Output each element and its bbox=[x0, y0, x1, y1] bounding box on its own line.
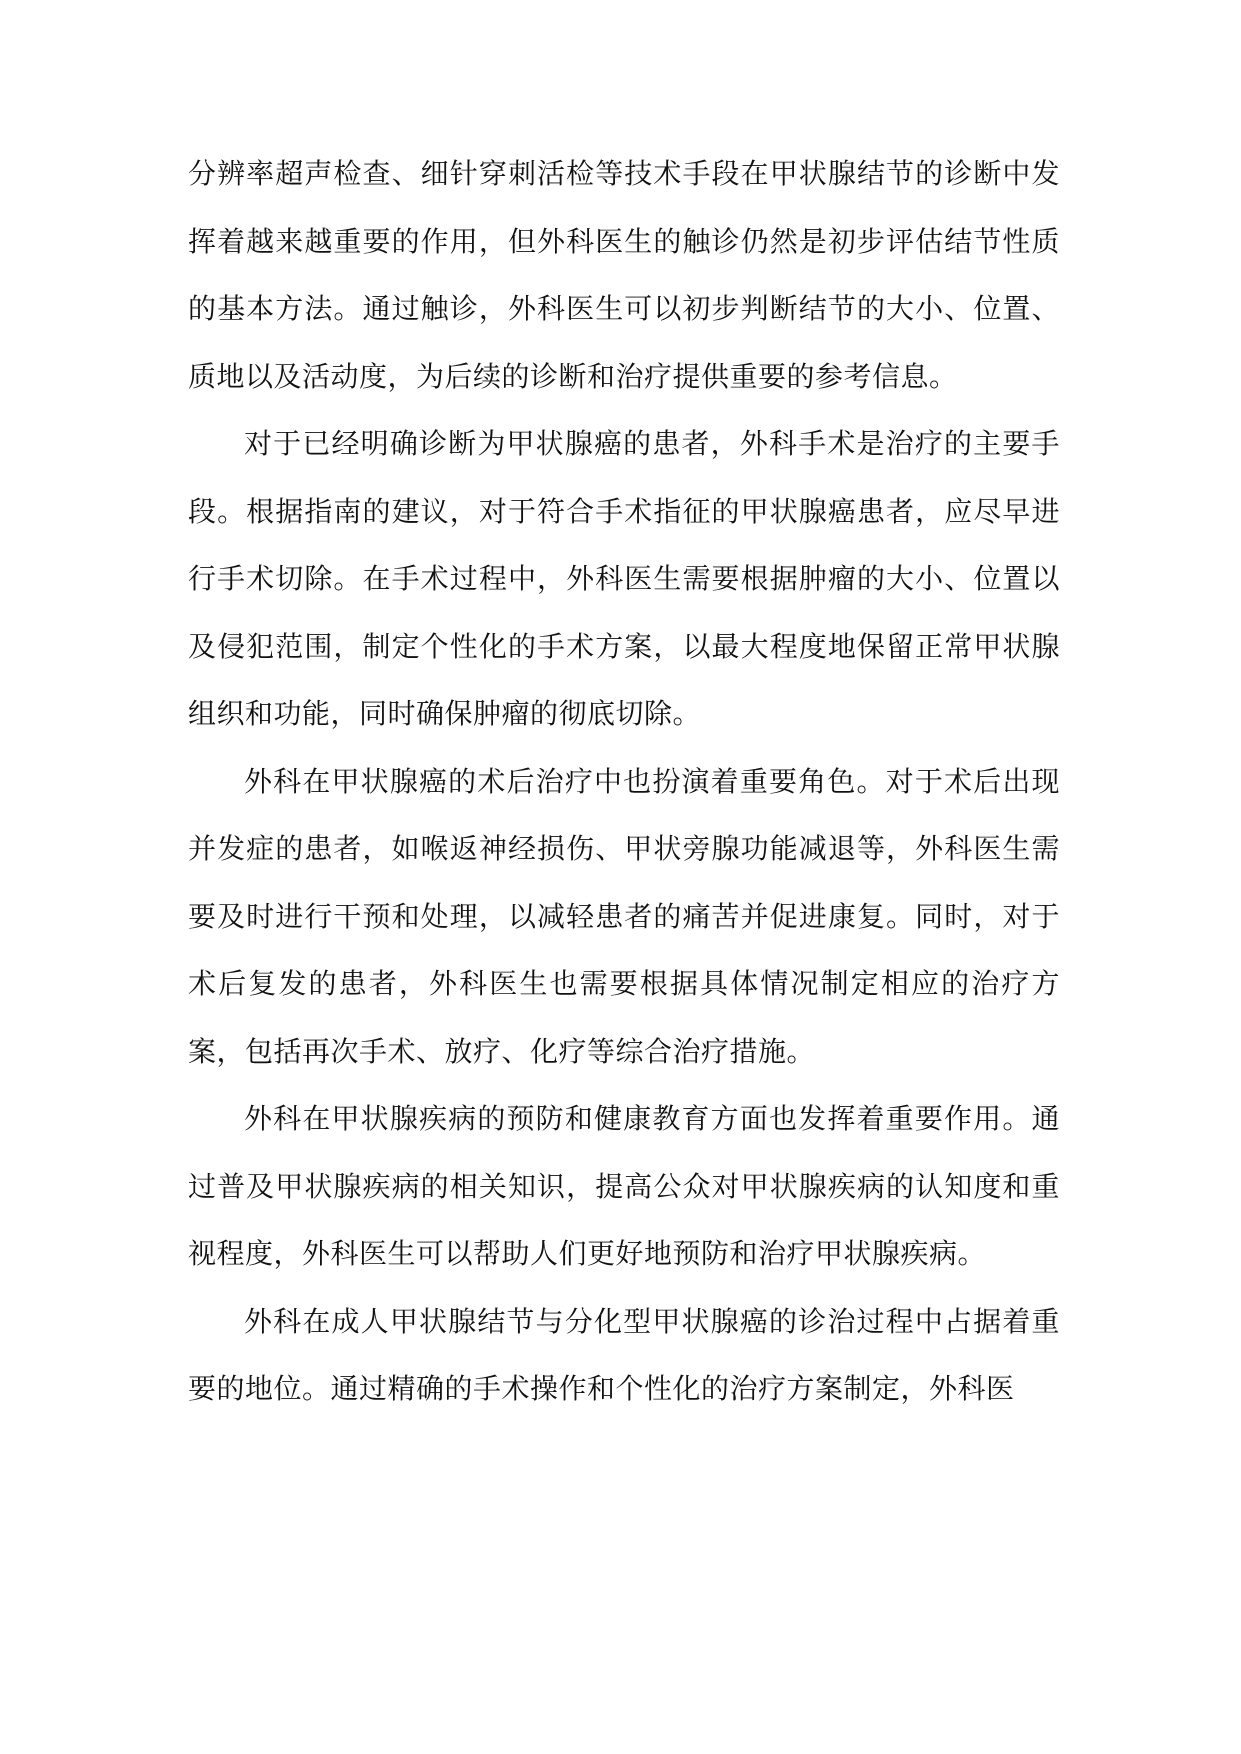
paragraph-postoperative-care: 外科在甲状腺癌的术后治疗中也扮演着重要角色。对于术后出现并发症的患者，如喉返神经损伤、甲状旁腺功能减退等，外科医生需要及时进行干预和处理，以减轻患者的痛苦并促进康复。同时，对于术后复发的患者，外科医生也需要根据具体情况制定相应的治疗方案，包括再次手术、放疗、化疗等综合治疗措施。 bbox=[188, 764, 1060, 1068]
paragraph-surgical-treatment: 对于已经明确诊断为甲状腺癌的患者，外科手术是治疗的主要手段。根据指南的建议，对于符合手术指征的甲状腺癌患者，应尽早进行手术切除。在手术过程中，外科医生需要根据肿瘤的大小、位置以及侵犯范围，制定个性化的手术方案，以最大程度地保留正常甲状腺组织和功能，同时确保肿瘤的彻底切除。 bbox=[188, 427, 1060, 730]
paragraph-conclusion: 外科在成人甲状腺结节与分化型甲状腺癌的诊治过程中占据着重要的地位。通过精确的手术操作和个性化的治疗方案制定，外科医 bbox=[188, 1304, 1060, 1405]
paragraph-prevention-education: 外科在甲状腺疾病的预防和健康教育方面也发挥着重要作用。通过普及甲状腺疾病的相关知识，提高公众对甲状腺疾病的认知度和重视程度，外科医生可以帮助人们更好地预防和治疗甲状腺疾病。 bbox=[188, 1102, 1060, 1270]
paragraph-continuation: 分辨率超声检查、细针穿刺活检等技术手段在甲状腺结节的诊断中发挥着越来越重要的作用，但外科医生的触诊仍然是初步评估结节性质的基本方法。通过触诊，外科医生可以初步判断结节的大小、位置、质地以及活动度，为后续的诊断和治疗提供重要的参考信息。 bbox=[188, 157, 1060, 393]
document-body bbox=[188, 140, 1060, 1423]
